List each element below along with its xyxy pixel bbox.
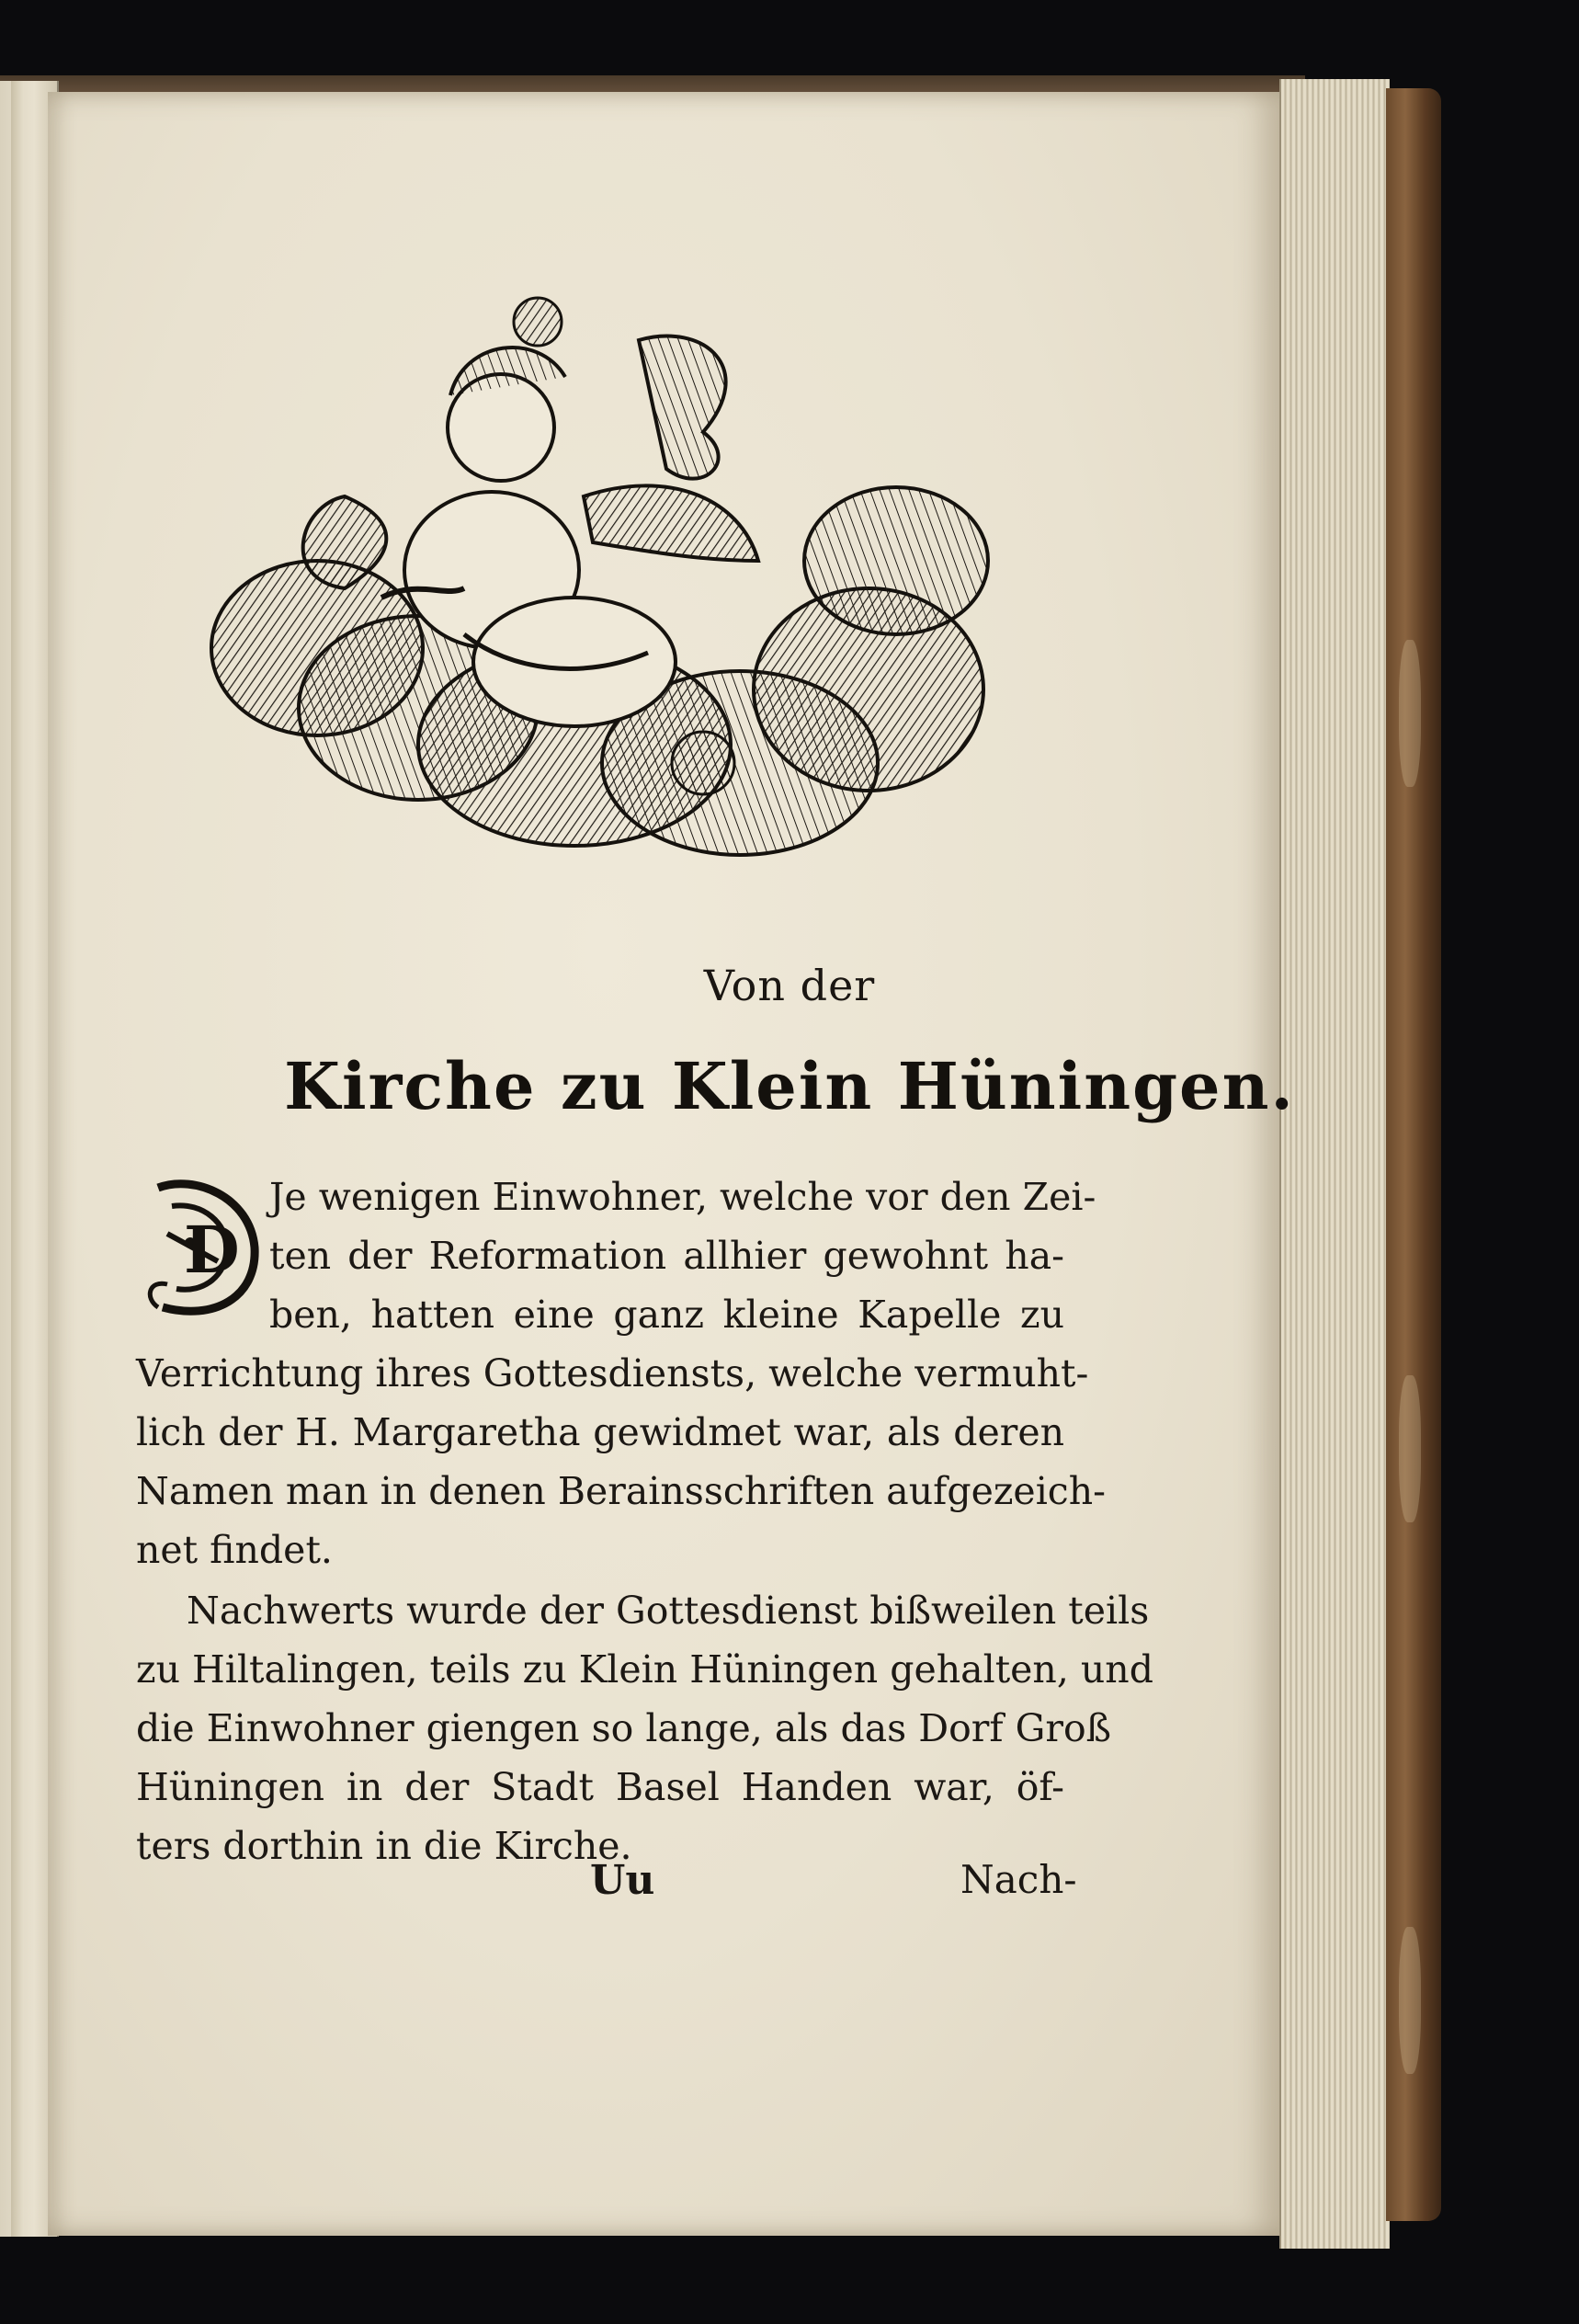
paragraph-2-line: Hüningen in der Stadt Basel Handen war, öf- [136, 1765, 1064, 1809]
paragraph-1-line: ben, hatten eine ganz kleine Kapelle zu [269, 1293, 1064, 1337]
leather-cover [1386, 88, 1441, 2221]
paragraph-2-line: die Einwohner giengen so lange, als das Dorf Groß [136, 1706, 1112, 1750]
page-stack-edge [1279, 79, 1390, 2249]
paragraph-1-line: Verrichtung ihres Gottesdiensts, welche vermuht- [136, 1351, 1089, 1396]
paragraph-1-line: net findet. [136, 1528, 333, 1572]
paragraph-1-line: Je wenigen Einwohner, welche vor den Zei- [269, 1175, 1096, 1219]
cherub-vignette-illustration [188, 285, 1006, 873]
paragraph-2-line: ters dorthin in die Kirche. [136, 1824, 632, 1868]
paragraph-1-line: Namen man in denen Berainsschriften aufgezeich- [136, 1469, 1107, 1513]
initial-letter-text: D [184, 1212, 240, 1288]
paragraph-2-line: zu Hiltalingen, teils zu Klein Hüningen gehalten, und [136, 1647, 1153, 1692]
paragraph-2-line: Nachwerts wurde der Gottesdienst bißweilen teils [187, 1589, 1150, 1633]
paragraph-2 [136, 1581, 1153, 1875]
catchword: Nach- [960, 1857, 1077, 1902]
paragraph-1-line: ten der Reformation allhier gewohnt ha- [269, 1234, 1064, 1278]
chapter-title: Kirche zu Klein Hüningen. [284, 1048, 1295, 1124]
paragraph-1 [136, 1168, 1107, 1579]
paragraph-1-line: lich der H. Margaretha gewidmet war, als deren [136, 1410, 1064, 1454]
signature-mark: Uu [590, 1857, 655, 1904]
heading-von-der: Von der [703, 961, 876, 1010]
